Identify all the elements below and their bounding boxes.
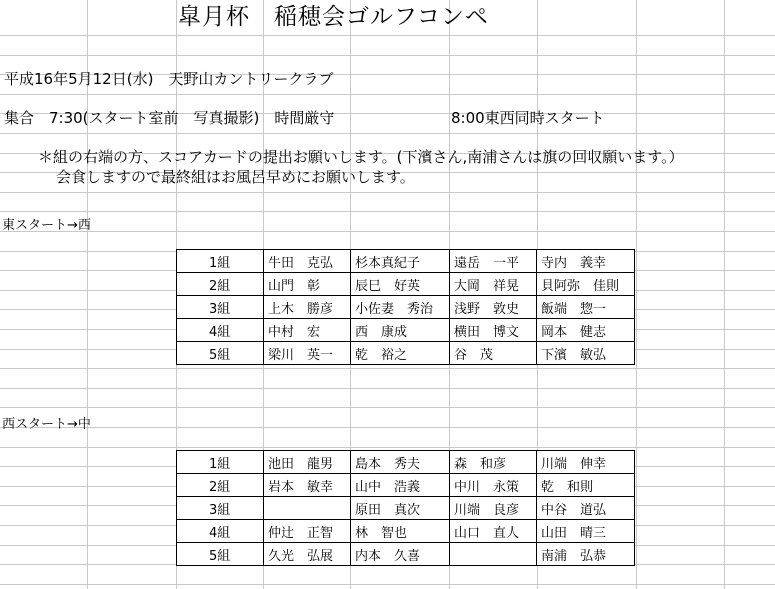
west-start-roster-table (176, 450, 635, 566)
east-start-roster-table (176, 249, 635, 365)
start-time-line: 8:00東西同時スタート (451, 109, 605, 127)
roster-row (177, 520, 635, 543)
player-4-cell: 寺内 義幸 (537, 250, 635, 273)
player-2-cell: 島本 秀夫 (351, 451, 450, 474)
group-cell: 2組 (177, 474, 264, 497)
player-3-cell: 川端 良彦 (450, 497, 537, 520)
player-1-cell: 仲辻 正智 (264, 520, 351, 543)
player-4-cell: 南浦 弘恭 (537, 543, 635, 566)
player-4-cell: 山田 晴三 (537, 520, 635, 543)
gathering-line: 集合 7:30(スタート室前 写真撮影) 時間厳守 (4, 109, 335, 127)
player-4-cell: 川端 伸幸 (537, 451, 635, 474)
roster-row (177, 543, 635, 566)
player-3-cell: 遠岳 一平 (450, 250, 537, 273)
group-cell: 1組 (177, 451, 264, 474)
player-3-cell: 谷 茂 (450, 342, 537, 365)
note-line-2: 会食しますので最終組はお風呂早めにお願いします。 (56, 168, 415, 186)
player-4-cell: 貝阿弥 佳則 (537, 273, 635, 296)
player-3-cell (450, 543, 537, 566)
player-1-cell: 上木 勝彦 (264, 296, 351, 319)
player-1-cell: 中村 宏 (264, 319, 351, 342)
player-1-cell: 久光 弘展 (264, 543, 351, 566)
player-2-cell: 原田 真次 (351, 497, 450, 520)
player-3-cell: 山口 直人 (450, 520, 537, 543)
roster-row (177, 250, 635, 273)
player-1-cell: 牛田 克弘 (264, 250, 351, 273)
section-label-east: 東スタート→西 (2, 218, 91, 233)
date-venue-line: 平成16年5月12日(水) 天野山カントリークラブ (4, 70, 334, 88)
player-3-cell: 大岡 祥晃 (450, 273, 537, 296)
player-1-cell (264, 497, 351, 520)
player-2-cell: 小佐妻 秀治 (351, 296, 450, 319)
player-3-cell: 中川 永策 (450, 474, 537, 497)
section-label-west: 西スタート→中 (2, 417, 91, 432)
player-3-cell: 横田 博文 (450, 319, 537, 342)
player-4-cell: 中谷 道弘 (537, 497, 635, 520)
roster-row (177, 497, 635, 520)
group-cell: 3組 (177, 497, 264, 520)
player-3-cell: 浅野 敦史 (450, 296, 537, 319)
group-cell: 3組 (177, 296, 264, 319)
player-4-cell: 乾 和則 (537, 474, 635, 497)
note-line-1: ＊組の右端の方、スコアカードの提出お願いします。(下濱さん,南浦さんは旗の回収願います。） (38, 148, 684, 166)
group-cell: 5組 (177, 342, 264, 365)
page-title: 皐月杯 稲穂会ゴルフコンペ (178, 4, 489, 30)
player-2-cell: 杉本真紀子 (351, 250, 450, 273)
player-3-cell: 森 和彦 (450, 451, 537, 474)
roster-row (177, 296, 635, 319)
player-4-cell: 下濱 敏弘 (537, 342, 635, 365)
roster-row (177, 451, 635, 474)
player-1-cell: 岩本 敏幸 (264, 474, 351, 497)
roster-row (177, 342, 635, 365)
player-2-cell: 辰巳 好英 (351, 273, 450, 296)
group-cell: 1組 (177, 250, 264, 273)
player-1-cell: 梁川 英一 (264, 342, 351, 365)
roster-row (177, 474, 635, 497)
group-cell: 4組 (177, 520, 264, 543)
group-cell: 4組 (177, 319, 264, 342)
player-1-cell: 山門 彰 (264, 273, 351, 296)
player-2-cell: 乾 裕之 (351, 342, 450, 365)
player-2-cell: 林 智也 (351, 520, 450, 543)
player-4-cell: 飯端 惣一 (537, 296, 635, 319)
player-4-cell: 岡本 健志 (537, 319, 635, 342)
player-1-cell: 池田 龍男 (264, 451, 351, 474)
player-2-cell: 山中 浩義 (351, 474, 450, 497)
group-cell: 5組 (177, 543, 264, 566)
roster-row (177, 273, 635, 296)
roster-row (177, 319, 635, 342)
player-2-cell: 西 康成 (351, 319, 450, 342)
group-cell: 2組 (177, 273, 264, 296)
player-2-cell: 内本 久喜 (351, 543, 450, 566)
